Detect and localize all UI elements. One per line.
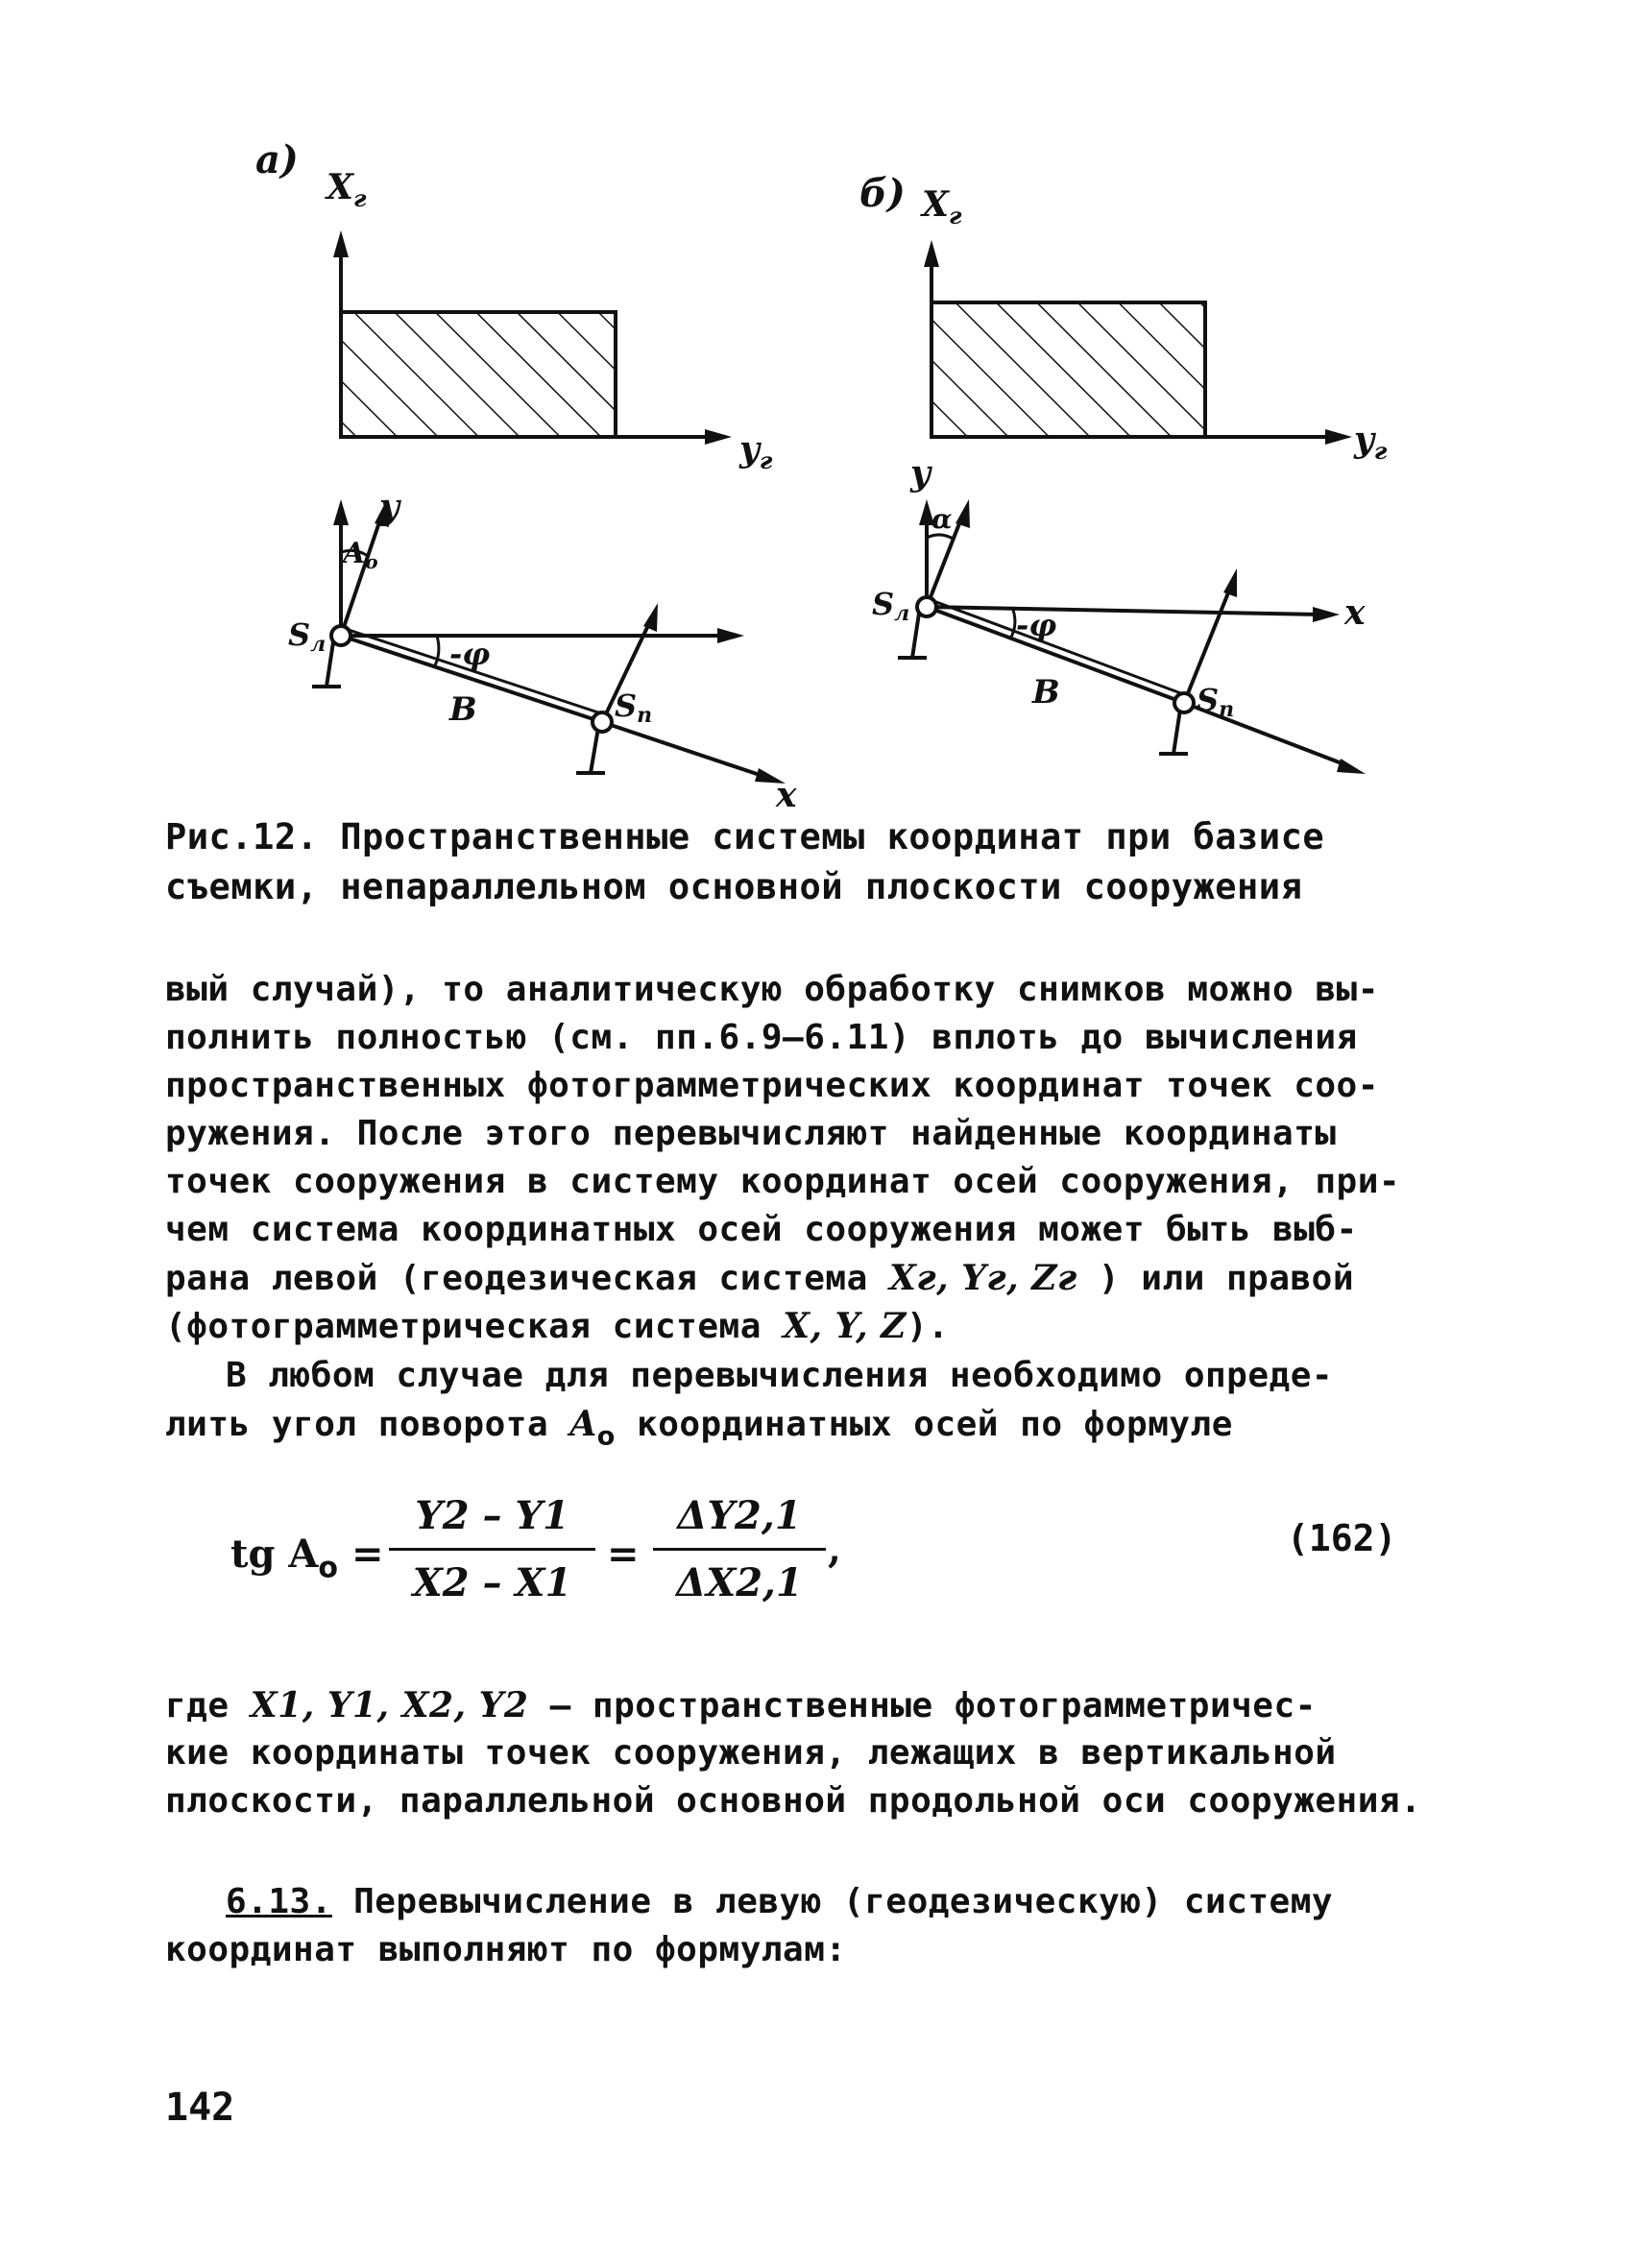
formula-comma: , bbox=[828, 1527, 841, 1572]
panel-b-y-arrow-icon bbox=[956, 499, 970, 528]
p1-line-7: рана левой (геодезическая система Xг, Yг, Zг ) или правой bbox=[165, 1258, 1355, 1298]
panel-b-axis-vertical-label: $X_г$ bbox=[922, 184, 962, 229]
caption-line-2: съемки, непараллельном основной плоскости сооружения bbox=[165, 866, 1303, 907]
panel-a-bottom bbox=[288, 487, 797, 807]
p3-line-1: где X1, Y1, X2, Y2 – пространственные фотограмметричес- bbox=[165, 1685, 1317, 1725]
panel-b-horizontal-arrow-icon bbox=[1325, 429, 1352, 445]
panel-b-base-label: B bbox=[1032, 673, 1060, 712]
p2-line-1: В любом случае для перевычисления необходимо опреде- bbox=[226, 1356, 1334, 1395]
panel-b-phi-label: -φ bbox=[1016, 607, 1057, 643]
panel-a-horizontal-line-arrow-icon bbox=[717, 628, 744, 643]
formula-number: (162) bbox=[1287, 1517, 1397, 1559]
page-number: 142 bbox=[165, 2086, 235, 2130]
p1-geodetic-vars: Xг, Yг, Zг bbox=[888, 1258, 1077, 1298]
formula-equals: = bbox=[607, 1532, 640, 1577]
panel-b-right-vertical-arrow-icon bbox=[1223, 568, 1237, 597]
panel-b-station-right-icon bbox=[1174, 693, 1194, 712]
p1-line-5: точек сооружения в систему координат осей сооружения, при- bbox=[165, 1162, 1401, 1201]
panel-a-point-left-label: Sл bbox=[288, 616, 327, 657]
p3-coordinate-vars: X1, Y1, X2, Y2 bbox=[250, 1685, 529, 1725]
panel-b-angle-arc bbox=[927, 535, 955, 540]
p1-photogrammetric-vars: X, Y, Z bbox=[783, 1306, 907, 1346]
panel-b-top bbox=[859, 171, 1388, 465]
panel-b-extension-arrow-icon bbox=[1337, 759, 1366, 774]
panel-a-vertical-line-arrow-icon bbox=[333, 499, 349, 525]
panel-a-y-axis bbox=[341, 514, 382, 636]
section-6-13-line-1: 6.13. Перевычисление в левую (геодезическую) систему bbox=[226, 1882, 1334, 1921]
p3-line-2: кие координаты точек сооружения, лежащих в вертикальной bbox=[165, 1733, 1337, 1773]
panel-a-y-label: y bbox=[379, 487, 399, 527]
p1-line-1: вый случай), то аналитическую обработку снимков можно вы- bbox=[165, 970, 1379, 1009]
panel-a-phi-label: -φ bbox=[449, 636, 491, 672]
section-number: 6.13. bbox=[226, 1882, 332, 1921]
formula-frac1-numerator: Y2 – Y1 bbox=[415, 1493, 569, 1538]
panel-b-angle-label: α bbox=[931, 503, 953, 535]
panel-b-x-arrow-icon bbox=[1313, 607, 1340, 622]
panel-b-point-right-label: Sn bbox=[1197, 682, 1235, 722]
panel-a-point-right-label: Sn bbox=[615, 688, 653, 728]
panel-a-vertical-arrow-icon bbox=[333, 230, 349, 257]
panel-a-label: а) bbox=[255, 137, 299, 182]
panel-b-axis-horizontal-label: $y_г$ bbox=[1354, 420, 1388, 465]
formula-lhs: tg $A_o$ = bbox=[230, 1532, 384, 1585]
panel-b-structure-rect bbox=[931, 302, 1205, 437]
panel-a-station-left-icon bbox=[331, 626, 351, 645]
formula-frac2-denominator: ΔX2,1 bbox=[676, 1560, 803, 1605]
panel-a-x-axis bbox=[602, 722, 768, 778]
formula-frac2-numerator: ΔY2,1 bbox=[677, 1493, 802, 1538]
panel-a-base-label: B bbox=[449, 690, 477, 729]
panel-b-station-left-icon bbox=[917, 597, 936, 616]
panel-b-phi-arc bbox=[1010, 610, 1015, 639]
panel-a-station-right-icon bbox=[593, 712, 612, 732]
p1-line-2: полнить полностью (см. пп.6.9–6.11) вплоть до вычисления bbox=[165, 1018, 1358, 1057]
figure-12 bbox=[0, 0, 1645, 807]
p1-line-6: чем система координатных осей сооружения может быть выб- bbox=[165, 1210, 1358, 1249]
panel-b-label: б) bbox=[859, 171, 906, 216]
panel-a-x-label: x bbox=[776, 775, 797, 807]
panel-a-axis-vertical-label: $X_г$ bbox=[327, 167, 367, 212]
panel-b-point-left-label: Sл bbox=[872, 586, 910, 626]
formula-frac1-line bbox=[389, 1548, 595, 1551]
panel-b-bottom bbox=[872, 453, 1366, 774]
panel-a-phi-arc bbox=[434, 636, 439, 667]
p3-line-3: плоскости, параллельной основной продольной оси сооружения. bbox=[165, 1781, 1422, 1821]
caption-line-1: Рис.12. Пространственные системы координат при базисе bbox=[165, 816, 1325, 857]
formula-frac2-line bbox=[653, 1548, 826, 1551]
p1-line-4: ружения. После этого перевычисляют найденные координаты bbox=[165, 1114, 1337, 1153]
panel-b-x-axis bbox=[927, 607, 1320, 615]
panel-a-structure-rect bbox=[341, 312, 616, 437]
panel-a-angle-label: $A_o$ bbox=[343, 537, 378, 573]
panel-a-horizontal-arrow-icon bbox=[705, 429, 732, 445]
panel-b-x-label: x bbox=[1344, 592, 1366, 633]
p2-line-2: лить угол поворота $A_o$ координатных осей по формуле bbox=[165, 1404, 1233, 1452]
section-6-13-line-2: координат выполняют по формулам: bbox=[165, 1930, 847, 1969]
formula-frac1-denominator: X2 – X1 bbox=[412, 1560, 572, 1605]
panel-b-y-label: y bbox=[910, 453, 931, 494]
panel-a-top bbox=[255, 137, 773, 474]
p1-line-8: (фотограмметрическая система X, Y, Z). bbox=[165, 1306, 950, 1346]
panel-a-axis-horizontal-label: $y_г$ bbox=[739, 429, 773, 474]
p2-angle-var: $A_o$ bbox=[569, 1404, 616, 1452]
panel-b-vertical-arrow-icon bbox=[924, 240, 939, 267]
p1-line-3: пространственных фотограмметрических координат точек соо- bbox=[165, 1066, 1379, 1105]
